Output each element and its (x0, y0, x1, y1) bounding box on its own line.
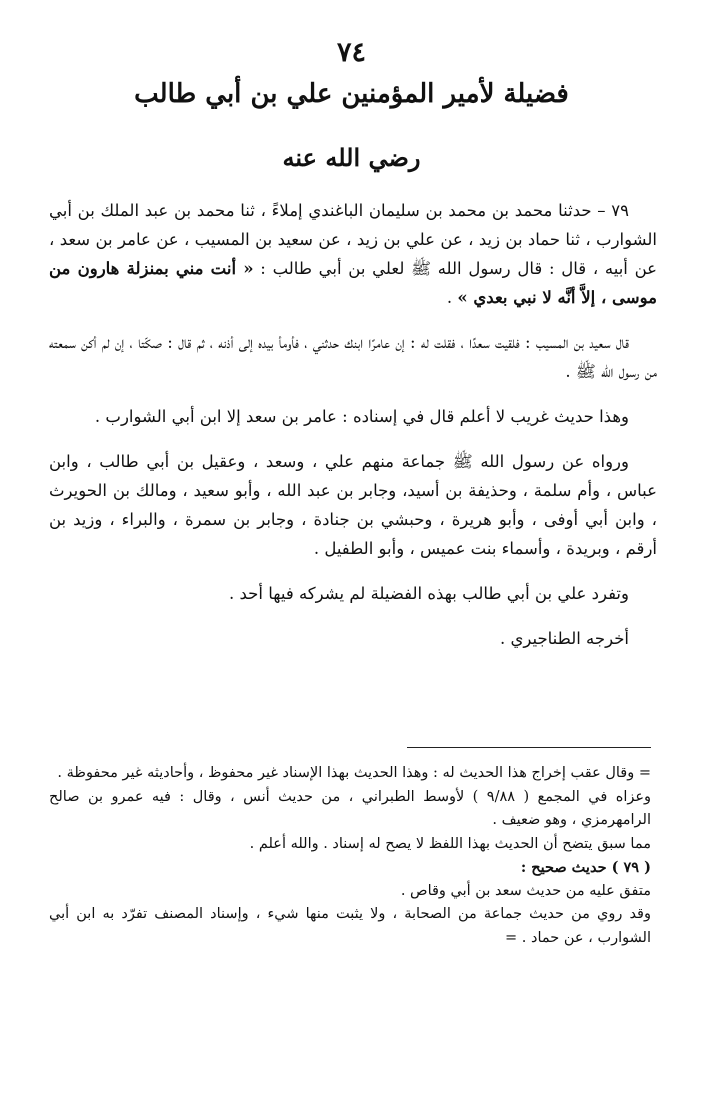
footnote-divider (407, 747, 651, 748)
grading-paragraph: وهذا حديث غريب لا أعلم قال في إسناده : عامر بن سعد إلا ابن أبي الشوارب . (94, 407, 629, 426)
footnote-line: = وقال عقب إخراج هذا الحديث له : وهذا الحديث بهذا الإسناد غير محفوظ ، وأحاديثه غير محفوظة . (57, 765, 651, 781)
source-paragraph: أخرجه الطناجيري . (499, 629, 629, 648)
hadith-quote: « أنت مني بمنزلة هارون من موسى ، إلاَّ أنَّه لا نبي بعدي » (49, 259, 657, 307)
footnote-line: وقد روي من حديث جماعة من الصحابة ، ولا يثبت منها شيء ، وإسناد المصنف تفرّد به ابن أبي الشوارب ، عن حماد . = (49, 906, 651, 946)
chapter-title: فضيلة لأمير المؤمنين علي بن أبي طالب (134, 79, 569, 109)
footnotes (49, 762, 651, 950)
chapter-subtitle: رضي الله عنه (282, 143, 421, 172)
page-number: ٧٤ (336, 37, 366, 68)
narrators-paragraph: ورواه عن رسول الله ﷺ جماعة منهم علي ، وسعد ، وعقيل بن أبي طالب ، وابن عباس ، وأم سلمة ، وحذيفة بن أسيد، وجابر بن عبد الله ، وأبو سعيد ، ومالك بن الحويرث ، وابن أبي أوفى ، وأبو هريرة ، وحبشي بن جنادة ، وجابر بن سمرة ، والبراء ، وزيد بن أرقم ، وبريدة ، وأسماء بنت عميس ، وأبو الطفيل . (49, 452, 657, 558)
hadith-paragraph (49, 196, 657, 312)
hadith-end: . (446, 288, 453, 307)
hadith-chain: ٧٩ – حدثنا محمد بن محمد بن سليمان الباغندي إملاءً ، ثنا محمد بن عبد الملك بن أبي الشوارب ، ثنا حماد بن زيد ، عن علي بن زيد ، عن سعيد بن المسيب ، عن عامر بن سعد ، عن أبيه ، قال : قال رسول الله ﷺ لعلي بن أبي طالب : (49, 201, 657, 278)
uniqueness-paragraph: وتفرد علي بن أبي طالب بهذه الفضيلة لم يشركه فيها أحد . (229, 584, 629, 603)
footnote-line: وعزاه في المجمع ( ٩/٨٨ ) لأوسط الطبراني ، من حديث أنس ، وقال : فيه عمرو بن صالح الرامهرمزي ، وهو ضعيف . (49, 788, 651, 828)
footnote-line: مما سبق يتضح أن الحديث بهذا اللفظ لا يصح له إسناد . والله أعلم . (249, 835, 651, 852)
footnote-heading: ( ٧٩ ) حديث صحيح : (520, 859, 651, 876)
narration-paragraph: قال سعيد بن المسيب : فلقيت سعدًا ، فقلت له : إن عامرًا ابنك حدثني ، فأومأ بيده إلى أذنه ، ثم قال : صكّتا ، إن لم أكن سمعته من رسول الله ﷺ . (49, 333, 657, 381)
main-text (49, 196, 657, 669)
footnote-line: متفق عليه من حديث سعد بن أبي وقاص . (400, 882, 651, 899)
